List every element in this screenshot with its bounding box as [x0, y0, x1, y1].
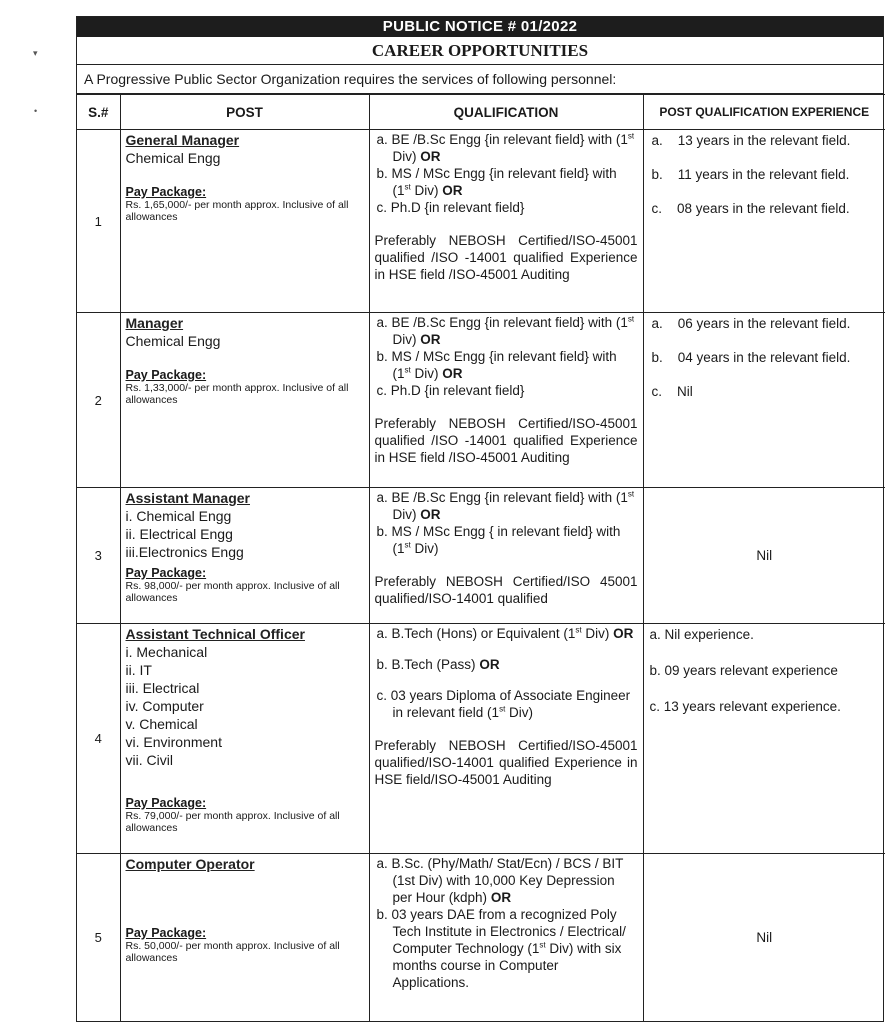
item-prefix: a. — [376, 132, 388, 147]
experience-cell — [643, 488, 885, 624]
item-prefix: c. — [376, 200, 388, 215]
table-row — [77, 854, 885, 1021]
intro-text: A Progressive Public Sector Organization requires the services of following personnel: — [77, 65, 883, 94]
or-keyword: OR — [420, 332, 441, 347]
experience-text: 13 years relevant experience. — [663, 699, 841, 714]
item-prefix: a. — [651, 316, 663, 331]
ordinal-suffix: st — [404, 365, 411, 375]
pay-package-label: Pay Package: — [125, 368, 207, 382]
experience-text: 13 years in the relevant field. — [677, 133, 851, 148]
experience-text: 11 years in the relevant field. — [677, 167, 850, 182]
item-prefix: b. — [651, 167, 663, 182]
qualification-item — [375, 523, 638, 557]
experience-item — [650, 200, 880, 217]
or-keyword: OR — [420, 507, 441, 522]
item-prefix: b. — [651, 350, 663, 365]
post-specialization: vii. Civil — [125, 752, 173, 768]
or-keyword: OR — [420, 149, 441, 164]
post-specialization: v. Chemical — [125, 716, 198, 732]
item-prefix: b. — [649, 663, 661, 678]
post-title: General Manager — [125, 132, 240, 148]
post-specialization: iv. Computer — [125, 698, 204, 714]
qualification-text-tail: Div) — [410, 541, 439, 556]
qualification-item — [375, 855, 638, 906]
qualification-cell — [369, 488, 643, 624]
post-title: Manager — [125, 315, 184, 331]
experience-item — [650, 383, 880, 400]
qualification-text: BE /B.Sc Engg {in relevant field} with (1 — [391, 490, 628, 505]
item-prefix: c. — [649, 699, 661, 714]
post-cell — [120, 624, 369, 854]
experience-item — [650, 349, 880, 366]
post-specialization: ii. IT — [125, 662, 152, 678]
table-row — [77, 313, 885, 488]
pay-package-text: Rs. 79,000/- per month approx. Inclusive of all allowances — [125, 810, 340, 834]
item-prefix: b. — [376, 349, 388, 364]
experience-cell — [643, 130, 885, 313]
or-keyword: OR — [490, 890, 512, 905]
item-prefix: a. — [651, 133, 663, 148]
notice-title: PUBLIC NOTICE # 01/2022 — [77, 17, 883, 37]
qualification-cell — [369, 313, 643, 488]
post-specialization: iii.Electronics Engg — [125, 544, 244, 560]
ordinal-suffix: st — [404, 540, 411, 550]
item-prefix: b. — [376, 166, 388, 181]
positions-table — [77, 94, 885, 1021]
or-keyword: OR — [442, 183, 463, 198]
qualification-text-tail: Div) with six months course in Computer Applications. — [392, 941, 622, 990]
experience-cell — [643, 624, 885, 854]
qualification-item — [375, 314, 638, 348]
preferred-certification: Preferably NEBOSH Certified/ISO-45001 qualified/ISO-14001 qualified Experience in HSE field/ISO-45001 Auditing — [374, 738, 638, 787]
col-header-post: POST — [120, 95, 369, 130]
qualification-text: B.Sc. (Phy/Math/ Stat/Ecn) / BCS / BIT (1st Div) with 10,000 Key Depression per Hour (kdph) — [391, 856, 624, 905]
pay-package-text: Rs. 1,33,000/- per month approx. Inclusive of all allowances — [125, 382, 349, 406]
ordinal-suffix: st — [627, 131, 635, 141]
experience-text: 08 years in the relevant field. — [677, 201, 850, 216]
qualification-item — [375, 656, 638, 673]
qualification-item — [375, 687, 638, 721]
table-row — [77, 624, 885, 854]
experience-item — [650, 626, 880, 643]
qualification-text: BE /B.Sc Engg {in relevant field} with (1 — [391, 132, 628, 147]
margin-mark: • — [34, 106, 38, 116]
or-keyword: OR — [479, 657, 500, 672]
experience-item — [650, 698, 880, 715]
qualification-text: BE /B.Sc Engg {in relevant field} with (1 — [391, 315, 628, 330]
qualification-text: Ph.D {in relevant field} — [390, 200, 525, 215]
post-cell — [120, 488, 369, 624]
item-prefix: a. — [376, 315, 388, 330]
pay-package-label: Pay Package: — [125, 185, 207, 199]
qualification-text: MS / MSc Engg { in relevant field} with (1 — [391, 524, 621, 556]
serial-number: 4 — [77, 624, 120, 854]
qualification-text-tail: Div) — [392, 507, 417, 522]
experience-cell — [643, 854, 885, 1021]
qualification-cell — [369, 854, 643, 1021]
qualification-item — [375, 348, 638, 382]
qualification-text-tail: Div) — [505, 705, 534, 720]
item-prefix: b. — [376, 907, 388, 922]
preferred-certification: Preferably NEBOSH Certified/ISO-45001 qualified /ISO -14001 qualified Experience in HSE field /ISO-45001 Auditing — [374, 233, 638, 282]
qualification-text-tail: Div) — [392, 332, 417, 347]
ordinal-suffix: st — [539, 940, 546, 950]
post-cell — [120, 854, 369, 1021]
qualification-text: Ph.D {in relevant field} — [390, 383, 525, 398]
pay-package-label: Pay Package: — [125, 796, 207, 810]
post-specialization: Chemical Engg — [125, 333, 221, 349]
item-prefix: b. — [376, 524, 388, 539]
post-cell — [120, 313, 369, 488]
qualification-item — [375, 131, 638, 165]
post-title: Assistant Technical Officer — [125, 626, 305, 642]
post-specialization: vi. Environment — [125, 734, 222, 750]
qualification-text: 03 years Diploma of Associate Engineer in relevant field (1 — [390, 688, 631, 720]
qualification-text-tail: Div) — [410, 366, 439, 381]
qualification-text-tail: Div) — [410, 183, 439, 198]
post-title: Assistant Manager — [125, 490, 250, 506]
col-header-experience: POST QUALIFICATION EXPERIENCE — [643, 95, 885, 130]
pay-package-label: Pay Package: — [125, 926, 207, 940]
qualification-text: B.Tech (Pass) — [391, 657, 476, 672]
ordinal-suffix: st — [575, 625, 582, 635]
margin-mark: ▾ — [33, 48, 38, 58]
experience-text: 04 years in the relevant field. — [677, 350, 851, 365]
post-specialization: iii. Electrical — [125, 680, 200, 696]
qualification-item — [375, 165, 638, 199]
pay-package-label: Pay Package: — [125, 566, 207, 580]
qualification-text: B.Tech (Hons) or Equivalent (1 — [391, 626, 576, 641]
item-prefix: a. — [376, 626, 388, 641]
table-row — [77, 130, 885, 313]
item-prefix: a. — [376, 490, 388, 505]
qualification-item — [375, 906, 638, 991]
post-specialization: i. Mechanical — [125, 644, 208, 660]
qualification-item — [375, 625, 638, 642]
ordinal-suffix: st — [627, 489, 635, 499]
serial-number: 5 — [77, 854, 120, 1021]
preferred-certification: Preferably NEBOSH Certified/ISO 45001 qualified/ISO-14001 qualified — [374, 574, 638, 606]
item-prefix: c. — [651, 201, 663, 216]
item-prefix: c. — [376, 383, 388, 398]
col-header-sno: S.# — [77, 95, 120, 130]
ordinal-suffix: st — [627, 314, 635, 324]
qualification-item — [375, 382, 638, 399]
experience-cell — [643, 313, 885, 488]
table-row — [77, 488, 885, 624]
experience-item — [650, 662, 880, 679]
serial-number: 2 — [77, 313, 120, 488]
public-notice — [76, 16, 884, 1022]
experience-text: Nil — [756, 548, 773, 563]
pay-package-text: Rs. 50,000/- per month approx. Inclusive of all allowances — [125, 940, 340, 964]
qualification-cell — [369, 130, 643, 313]
experience-text: 09 years relevant experience — [664, 663, 838, 678]
experience-item — [650, 132, 880, 149]
pay-package-text: Rs. 1,65,000/- per month approx. Inclusive of all allowances — [125, 199, 349, 223]
qualification-item — [375, 489, 638, 523]
experience-text: 06 years in the relevant field. — [677, 316, 851, 331]
item-prefix: c. — [376, 688, 388, 703]
serial-number: 3 — [77, 488, 120, 624]
qualification-text-tail: Div) — [392, 149, 417, 164]
experience-item — [650, 315, 880, 332]
item-prefix: a. — [376, 856, 388, 871]
col-header-qualification: QUALIFICATION — [369, 95, 643, 130]
or-keyword: OR — [613, 626, 634, 641]
item-prefix: a. — [649, 627, 661, 642]
preferred-certification: Preferably NEBOSH Certified/ISO-45001 qualified /ISO -14001 qualified Experience in HSE field /ISO-45001 Auditing — [374, 416, 638, 465]
item-prefix: c. — [651, 384, 663, 399]
qualification-item — [375, 199, 638, 216]
post-cell — [120, 130, 369, 313]
post-specialization: ii. Electrical Engg — [125, 526, 233, 542]
post-specialization: Chemical Engg — [125, 150, 221, 166]
pay-package-text: Rs. 98,000/- per month approx. Inclusive of all allowances — [125, 580, 340, 604]
ordinal-suffix: st — [499, 704, 506, 714]
or-keyword: OR — [442, 366, 463, 381]
page-title: CAREER OPPORTUNITIES — [77, 37, 883, 65]
item-prefix: b. — [376, 657, 388, 672]
experience-item — [650, 166, 880, 183]
qualification-text: 03 years DAE from a recognized Poly Tech Institute in Electronics / Electrical/ Computer Technology (1 — [391, 907, 626, 956]
post-title: Computer Operator — [125, 856, 255, 872]
post-specialization: i. Chemical Engg — [125, 508, 232, 524]
ordinal-suffix: st — [404, 182, 411, 192]
serial-number: 1 — [77, 130, 120, 313]
experience-text: Nil experience. — [664, 627, 754, 642]
qualification-cell — [369, 624, 643, 854]
qualification-text-tail: Div) — [581, 626, 610, 641]
experience-text: Nil — [756, 929, 773, 945]
qualification-text: MS / MSc Engg {in relevant field} with (1 — [391, 349, 617, 381]
experience-text: Nil — [677, 384, 693, 399]
qualification-text: MS / MSc Engg {in relevant field} with (1 — [391, 166, 617, 198]
